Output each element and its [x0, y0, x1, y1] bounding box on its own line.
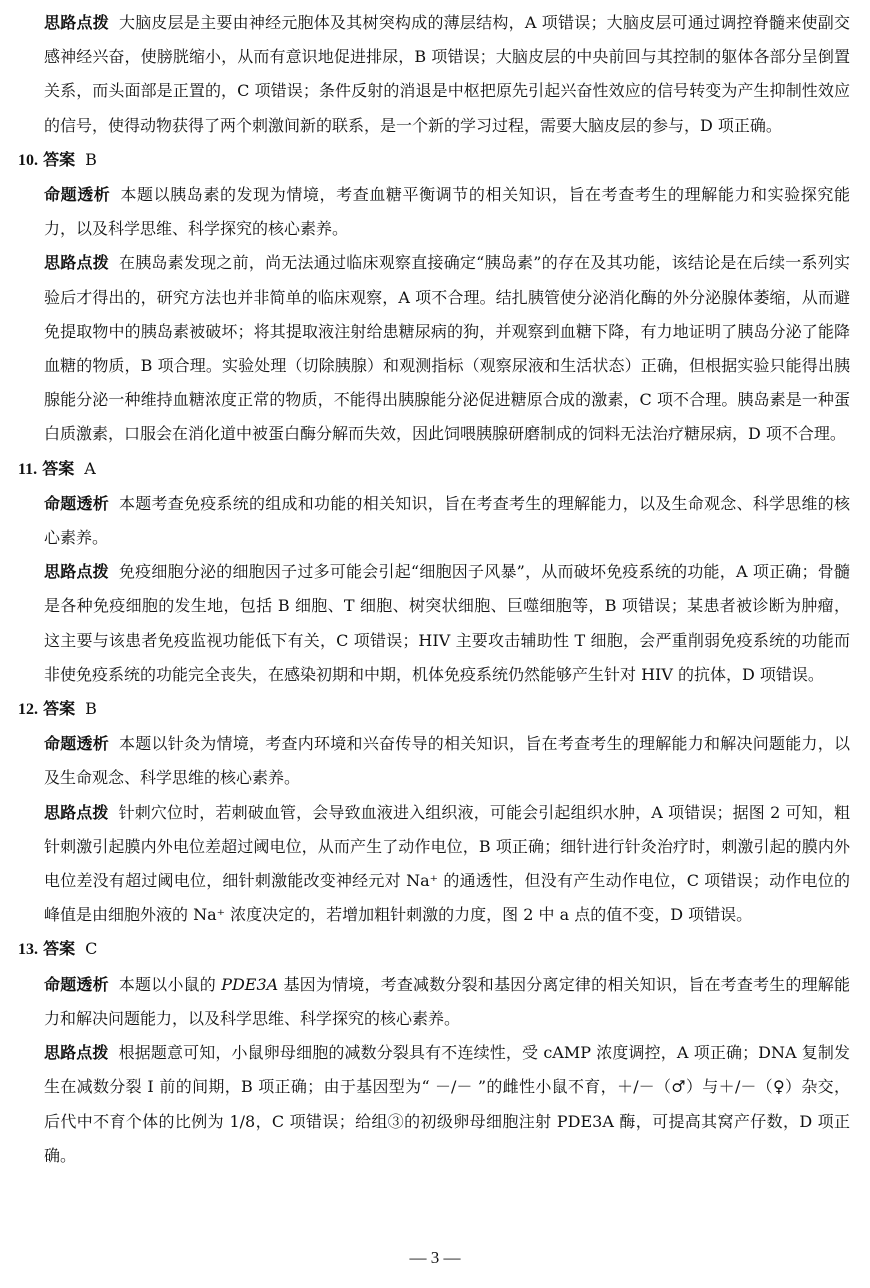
- q13-answer-line: [0, 932, 870, 967]
- q12-intro-text: 本题以针灸为情境，考查内环境和兴奋传导的相关知识，旨在考查考生的理解能力和解决问题能力，以及生命观念、科学思维的核心素养。: [44, 734, 850, 788]
- q11-thinking-text: 免疫细胞分泌的细胞因子过多可能会引起“细胞因子风暴”，从而破坏免疫系统的功能，A 项正确；骨髓是各种免疫细胞的发生地，包括 B 细胞、T 细胞、树突状细胞、巨噬细胞等，B 项错误；某患者被诊断为肿瘤，这主要与该患者免疫监视功能低下有关，C 项错误；HIV 主要攻击辅助性 T 细胞，会严重削弱免疫系统的功能而非使免疫系统的功能完全丧失，在感染初期和中期，机体免疫系统仍然能够产生针对 HIV 的抗体，D 项错误。: [44, 562, 850, 684]
- intro-label: 命题透析: [44, 734, 109, 754]
- q9-thinking-text: 大脑皮层是主要由神经元胞体及其树突构成的薄层结构，A 项错误；大脑皮层可通过调控脊髓来使副交感神经兴奋，使膀胱缩小，从而有意识地促进排尿，B 项错误；大脑皮层的中央前回与其控制的躯体各部分呈倒置关系，而头面部是正置的，C 项错误；条件反射的消退是中枢把原先引起兴奋性效应的信号转变为产生抑制性效应的信号，使得动物获得了两个刺激间新的联系，是一个新的学习过程，需要大脑皮层的参与，D 项正确。: [44, 13, 850, 135]
- q11-intro: [0, 487, 870, 555]
- q13-thinking-text: 根据题意可知，小鼠卵母细胞的减数分裂具有不连续性，受 cAMP 浓度调控，A 项正确；DNA 复制发生在减数分裂 Ⅰ 前的间期，B 项正确；由于基因型为“ －/－ ”的雌性小鼠不育，＋/－（♂）与＋/－（♀）杂交，后代中不育个体的比例为 1/8，C 项错误；给组③的初级卵母细胞注射 PDE3A 酶，可提高其窝产仔数，D 项正确。: [44, 1043, 850, 1165]
- q10-intro-text: 本题以胰岛素的发现为情境，考查血糖平衡调节的相关知识，旨在考查考生的理解能力和实验探究能力，以及科学思维、科学探究的核心素养。: [44, 185, 850, 239]
- answer-label: 答案: [42, 458, 75, 478]
- thinking-label: 思路点拨: [44, 1043, 109, 1063]
- q13-answer: C: [85, 939, 98, 959]
- q11-thinking: [0, 555, 870, 692]
- q11-answer-line: [0, 452, 870, 487]
- intro-label: 命题透析: [44, 974, 109, 994]
- intro-label: 命题透析: [44, 493, 109, 513]
- page-content: [0, 6, 870, 1173]
- q11-intro-text: 本题考查免疫系统的组成和功能的相关知识，旨在考查考生的理解能力，以及生命观念、科学思维的核心素养。: [44, 493, 850, 548]
- q10-intro: [0, 178, 870, 246]
- q12-answer: B: [85, 699, 97, 719]
- q13-intro-pre: 本题以小鼠的: [118, 974, 222, 994]
- q13-number: 13.: [18, 941, 38, 959]
- q13-intro-post: 基因为情境，考查减数分裂和基因分离定律的相关知识，旨在考查考生的理解能力和解决问题能力，以及科学思维、科学探究的核心素养。: [44, 974, 850, 1028]
- q10-answer: B: [85, 149, 97, 169]
- q13-intro: [0, 968, 870, 1036]
- q12-thinking-text: 针刺穴位时，若刺破血管，会导致血液进入组织液，可能会引起组织水肿，A 项错误；据图 2 可知，粗针刺激引起膜内外电位差超过阈电位，从而产生了动作电位，B 项正确；细针进行针灸治疗时，刺激引起的膜内外电位差没有超过阈电位，细针刺激能改变神经元对 Na⁺ 的通透性，但没有产生动作电位，C 项错误；动作电位的峰值是由细胞外液的 Na⁺ 浓度决定的，若增加粗针刺激的力度，图 2 中 a 点的值不变，D 项错误。: [44, 802, 850, 925]
- q12-intro: [0, 727, 870, 795]
- q12-answer-line: [0, 692, 870, 727]
- thinking-label: 思路点拨: [44, 253, 109, 273]
- thinking-label: 思路点拨: [44, 13, 109, 32]
- answer-label: 答案: [43, 699, 76, 719]
- q12-number: 12.: [18, 701, 38, 719]
- q11-number: 11.: [18, 460, 38, 478]
- page-number: — 3 —: [409, 1248, 461, 1267]
- answer-label: 答案: [43, 149, 76, 169]
- intro-label: 命题透析: [44, 185, 111, 205]
- thinking-label: 思路点拨: [44, 562, 109, 582]
- q10-thinking: [0, 246, 870, 451]
- q10-answer-line: [0, 143, 870, 178]
- q9-thinking: [0, 6, 870, 143]
- answer-label: 答案: [43, 939, 76, 959]
- q13-thinking: [0, 1036, 870, 1173]
- q13-gene-name: PDE3A: [221, 974, 279, 994]
- thinking-label: 思路点拨: [44, 802, 109, 822]
- q11-answer: A: [84, 458, 96, 478]
- q10-thinking-text: 在胰岛素发现之前，尚无法通过临床观察直接确定“胰岛素”的存在及其功能，该结论是在后续一系列实验后才得出的，研究方法也并非简单的临床观察，A 项不合理。结扎胰管使分泌消化酶的外分泌腺体萎缩，从而避免提取物中的胰岛素被破坏；将其提取液注射给患糖尿病的狗，并观察到血糖下降，有力地证明了胰岛分泌了能降血糖的物质，B 项合理。实验处理（切除胰腺）和观测指标（观察尿液和生活状态）正确，但根据实验只能得出胰腺能分泌一种维持血糖浓度正常的物质，不能得出胰腺能分泌促进糖原合成的激素，C 项不合理。胰岛素是一种蛋白质激素，口服会在消化道中被蛋白酶分解而失效，因此饲喂胰腺研磨制成的饲料无法治疗糖尿病，D 项不合理。: [44, 253, 850, 444]
- q12-thinking: [0, 796, 870, 933]
- q10-number: 10.: [18, 151, 38, 169]
